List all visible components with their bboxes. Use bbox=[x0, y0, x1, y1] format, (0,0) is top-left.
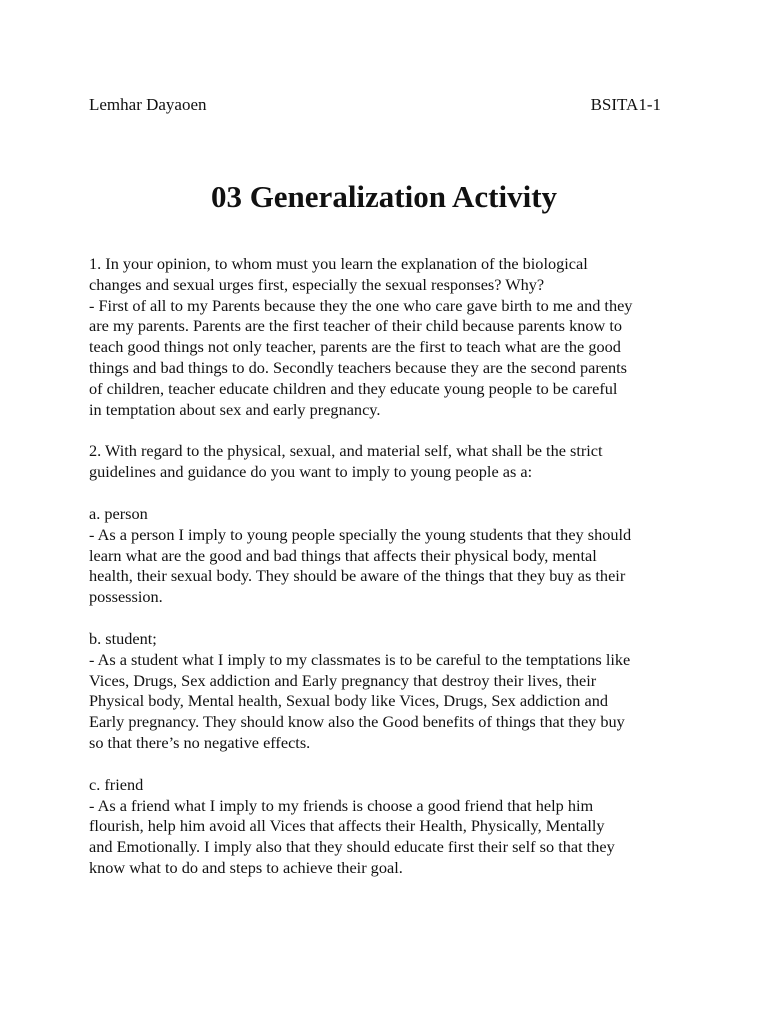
question-2-block bbox=[89, 441, 689, 483]
text-line: Physical body, Mental health, Sexual body like Vices, Drugs, Sex addiction and bbox=[89, 691, 609, 711]
text-line: a. person bbox=[89, 503, 148, 523]
text-line: and Emotionally. I imply also that they should educate first their self so that they bbox=[89, 837, 615, 857]
document-body bbox=[89, 254, 689, 900]
text-line: 1. In your opinion, to whom must you learn the explanation of the biological bbox=[89, 254, 588, 273]
text-line: changes and sexual urges first, especially the sexual responses? Why? bbox=[89, 274, 545, 294]
answer-friend-block bbox=[89, 775, 689, 879]
answer-student-block bbox=[89, 629, 689, 754]
text-line: health, their sexual body. They should be aware of the things that they buy as their bbox=[89, 566, 626, 586]
text-line: Vices, Drugs, Sex addiction and Early pregnancy that destroy their lives, their bbox=[89, 670, 597, 690]
text-line: so that there’s no negative effects. bbox=[89, 732, 311, 752]
text-line: teach good things not only teacher, parents are the first to teach what are the good bbox=[89, 337, 621, 357]
text-line: - First of all to my Parents because they the one who care gave birth to me and they bbox=[89, 295, 633, 315]
text-line: c. friend bbox=[89, 774, 144, 794]
text-line: learn what are the good and bad things that affects their physical body, mental bbox=[89, 545, 597, 565]
author-name: Lemhar Dayaoen bbox=[89, 95, 207, 114]
answer-person-block bbox=[89, 504, 689, 608]
text-line: b. student; bbox=[89, 628, 157, 648]
text-line: 2. With regard to the physical, sexual, and material self, what shall be the strict bbox=[89, 441, 603, 461]
text-line: possession. bbox=[89, 587, 163, 607]
document-title: 03 Generalization Activity bbox=[210, 179, 558, 214]
text-line: things and bad things to do. Secondly teachers because they are the second parents bbox=[89, 357, 628, 377]
text-line: in temptation about sex and early pregnancy. bbox=[89, 399, 381, 419]
text-line: - As a student what I imply to my classmates is to be careful to the temptations like bbox=[89, 649, 631, 669]
text-line: Early pregnancy. They should know also the Good benefits of things that they buy bbox=[89, 712, 625, 732]
text-line: - As a friend what I imply to my friends is choose a good friend that help him bbox=[89, 795, 594, 815]
text-line: are my parents. Parents are the first teacher of their child because parents know to bbox=[89, 316, 622, 336]
text-line: flourish, help him avoid all Vices that affects their Health, Physically, Mentally bbox=[89, 816, 605, 836]
question-1-block bbox=[89, 254, 689, 420]
text-line: of children, teacher educate children and they educate young people to be careful bbox=[89, 378, 618, 398]
text-line: know what to do and steps to achieve their goal. bbox=[89, 857, 403, 877]
text-line: - As a person I imply to young people specially the young students that they should bbox=[89, 524, 632, 544]
text-line: guidelines and guidance do you want to imply to young people as a: bbox=[89, 462, 533, 482]
section-code: BSITA1-1 bbox=[590, 95, 661, 114]
